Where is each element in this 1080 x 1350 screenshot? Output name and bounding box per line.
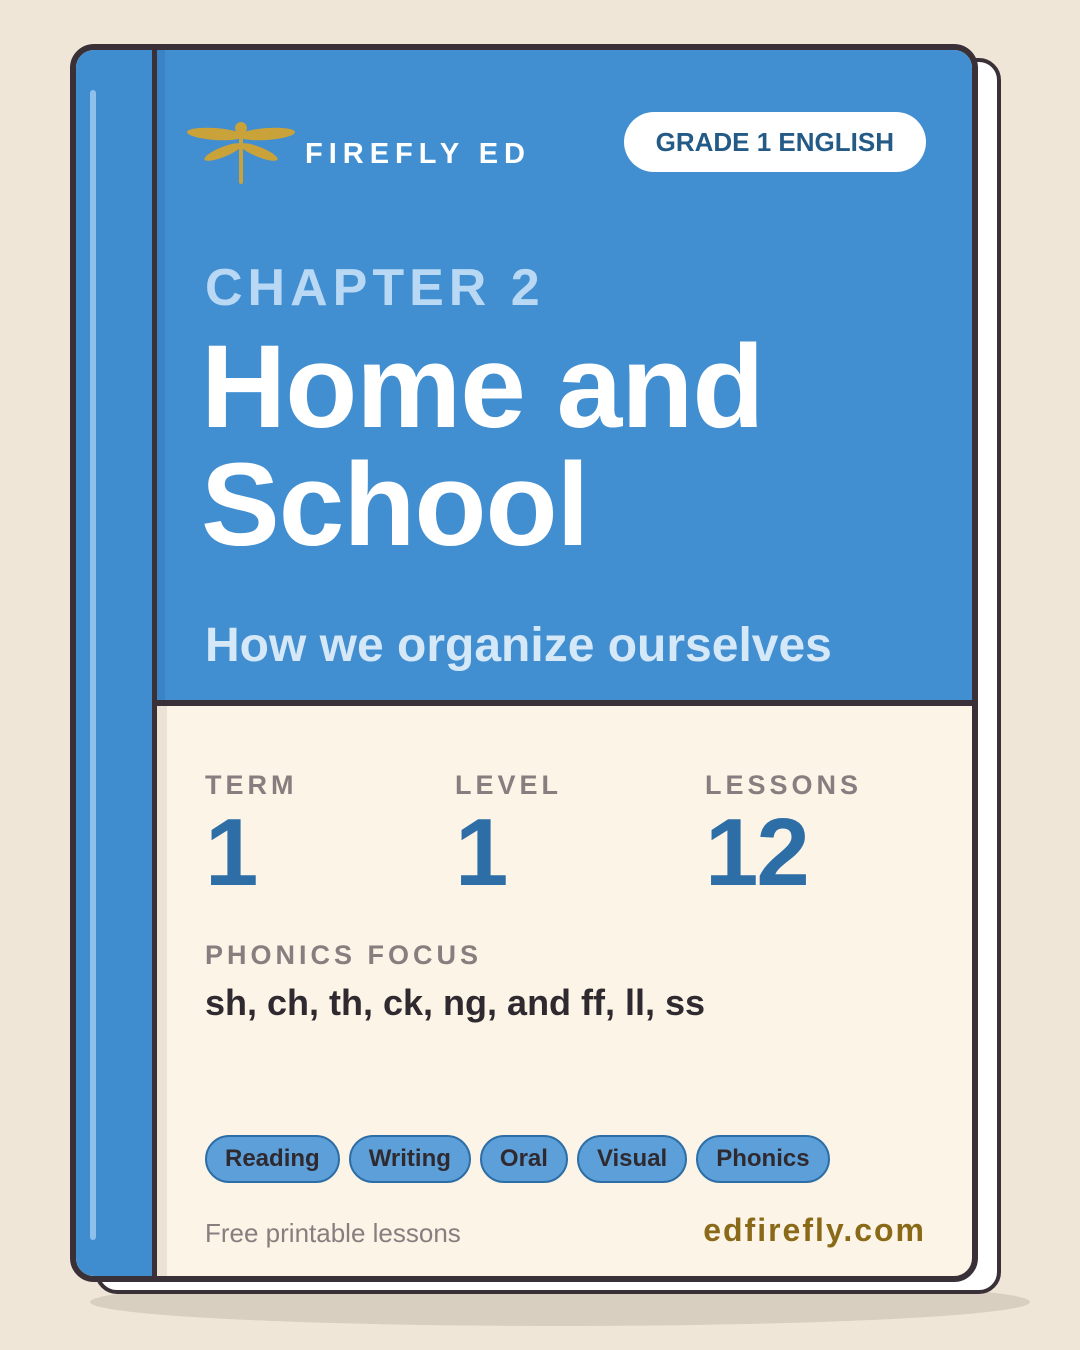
brand-name: FIREFLY ED bbox=[305, 137, 531, 170]
chapter-title bbox=[201, 321, 764, 571]
spine-highlight bbox=[90, 90, 96, 1240]
grade-badge: GRADE 1 ENGLISH bbox=[624, 112, 926, 172]
chapter-title-line-2: School bbox=[201, 439, 589, 571]
stat-value: 1 bbox=[205, 799, 257, 906]
tag-oral: Oral bbox=[480, 1135, 568, 1183]
tag-reading: Reading bbox=[205, 1135, 340, 1183]
brand-logo bbox=[185, 122, 531, 186]
cover-header-panel bbox=[157, 50, 972, 706]
paper-inner-shade bbox=[157, 706, 167, 1276]
tag-writing: Writing bbox=[349, 1135, 471, 1183]
stat-level bbox=[455, 770, 563, 906]
chapter-label: CHAPTER 2 bbox=[205, 259, 545, 317]
chapter-subtitle: How we organize ourselves bbox=[205, 619, 832, 672]
book-spine bbox=[76, 50, 157, 1276]
book-cover bbox=[70, 44, 978, 1282]
website-link[interactable]: edfirefly.com bbox=[703, 1212, 926, 1248]
stat-label: LEVEL bbox=[455, 770, 563, 800]
tag-visual: Visual bbox=[577, 1135, 687, 1183]
stat-value: 12 bbox=[705, 799, 808, 906]
phonics-focus-label: PHONICS FOCUS bbox=[205, 940, 483, 970]
phonics-focus-value: sh, ch, th, ck, ng, and ff, ll, ss bbox=[205, 982, 706, 1023]
dragonfly-icon bbox=[185, 122, 297, 186]
stat-label: TERM bbox=[205, 770, 298, 800]
stat-value: 1 bbox=[455, 799, 507, 906]
tag-phonics: Phonics bbox=[696, 1135, 829, 1183]
stat-term bbox=[205, 770, 298, 906]
header-inner-shade bbox=[157, 50, 165, 700]
stat-label: LESSONS bbox=[705, 770, 863, 800]
footer-tagline: Free printable lessons bbox=[205, 1218, 461, 1248]
skill-tags bbox=[205, 1135, 839, 1183]
chapter-title-line-1: Home and bbox=[201, 321, 764, 453]
stat-lessons bbox=[705, 770, 863, 906]
